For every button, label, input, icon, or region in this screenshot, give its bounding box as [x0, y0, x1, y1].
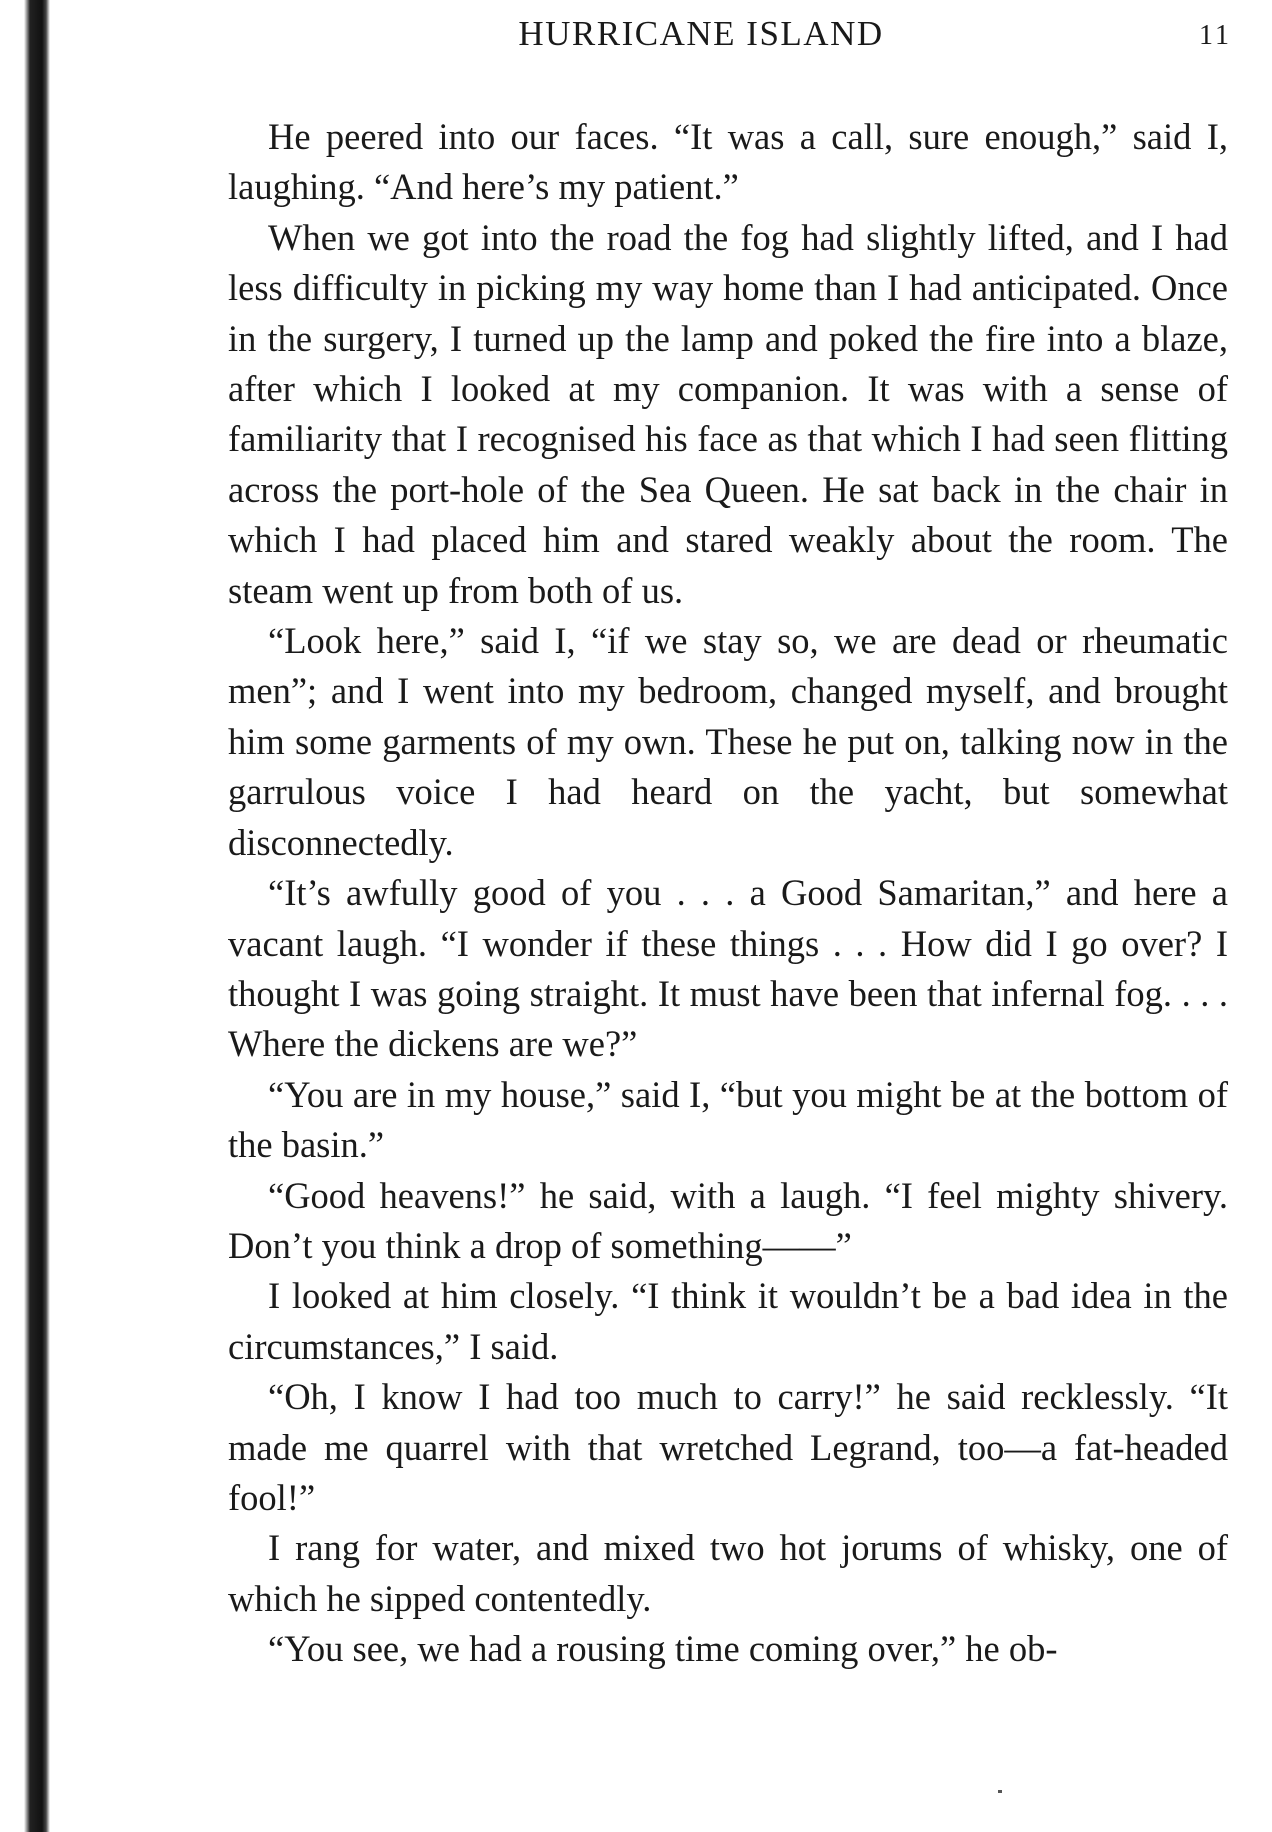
paragraph: “Oh, I know I had too much to carry!” he said recklessly. “It made me quarrel with that wretched Legrand, too—a fat-headed fool!” — [228, 1376, 1228, 1518]
paragraph: “It’s awfully good of you . . . a Good Samaritan,” and here a vacant laugh. “I wonder if these things . . . How did I go over? I thought I was going straight. It must have been that infernal fog. . . . Where the dickens are we?” — [228, 872, 1228, 1065]
paragraph: “You see, we had a rousing time coming over,” he ob- — [268, 1628, 1058, 1670]
paragraph: “Good heavens!” he said, with a laugh. “I feel mighty shivery. Don’t you think a drop of something——” — [228, 1174, 1228, 1266]
running-title: HURRICANE ISLAND — [518, 14, 884, 53]
paragraph: I looked at him closely. “I think it wouldn’t be a bad idea in the circumstances,” I said. — [228, 1275, 1228, 1367]
paragraph: “Look here,” said I, “if we stay so, we are dead or rheumatic men”; and I went into my bedroom, changed myself, and brought him some garments of my own. These he put on, talking now in the garrulous voice I had heard on the yacht, but somewhat disconnectedly. — [228, 620, 1228, 863]
binding-shadow — [0, 0, 50, 1832]
paragraph: “You are in my house,” said I, “but you might be at the bottom of the basin.” — [228, 1073, 1228, 1166]
page-number: 11 — [1199, 20, 1232, 51]
body-text — [228, 112, 1228, 1675]
print-speck — [998, 1790, 1002, 1793]
paragraph: When we got into the road the fog had slightly lifted, and I had less difficulty in picking my way home than I had anticipated. Once in the surgery, I turned up the lamp and poked the fire into a blaze, after which I looked at my companion. It was with a sense of familiarity that I recognised his face as that which I had seen flitting across the port-hole of the Sea Queen. He sat back in the chair in which I had placed him and stared weakly about the room. The steam went up from both of us. — [228, 216, 1228, 611]
running-head — [230, 14, 1232, 64]
paragraph: He peered into our faces. “It was a call, sure enough,” said I, laughing. “And here’s my patient.” — [228, 116, 1228, 208]
paragraph: I rang for water, and mixed two hot jorums of whisky, one of which he sipped contentedly. — [228, 1527, 1228, 1619]
